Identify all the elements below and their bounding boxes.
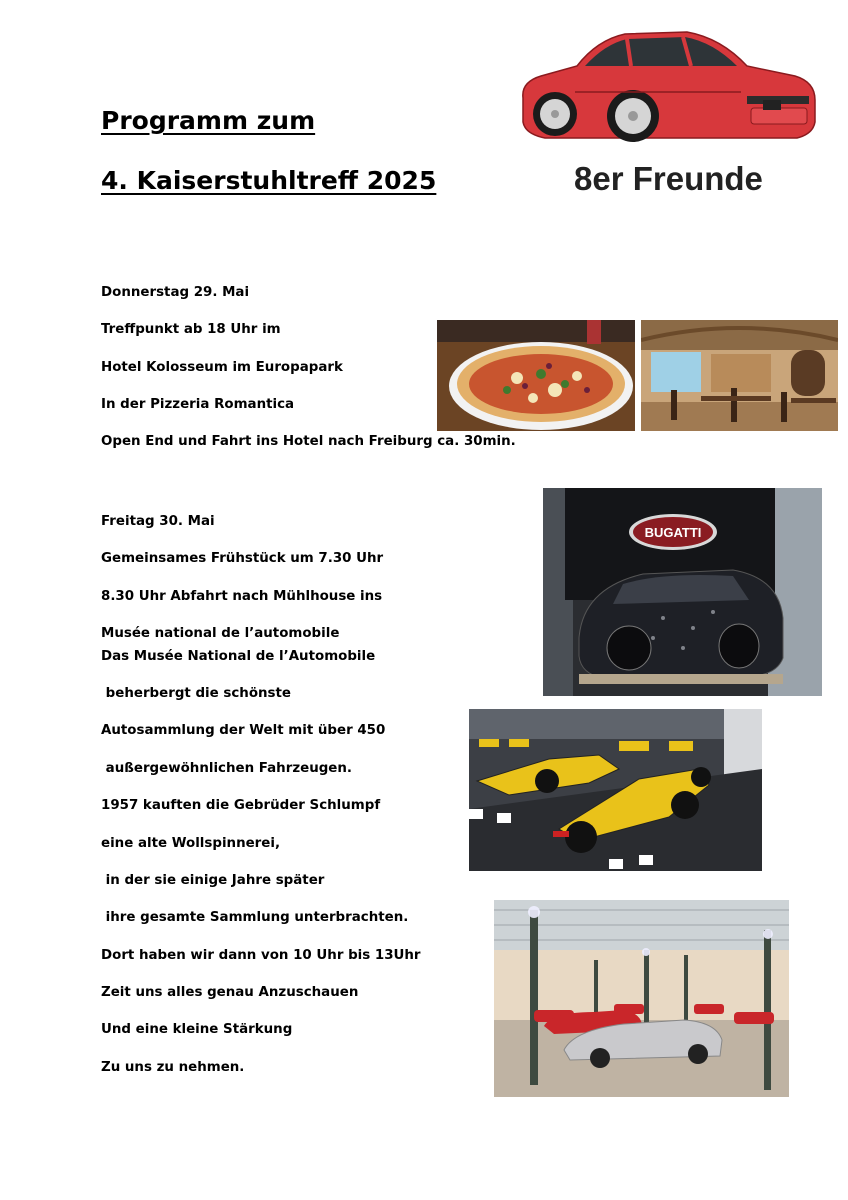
red-coupe-logo-image [515,26,820,150]
bugatti-model-photo [543,488,822,696]
day2-line: Gemeinsames Frühstück um 7.30 Uhr [101,551,384,566]
day2-line: Dort haben wir dann von 10 Uhr bis 13Uhr [101,948,421,963]
brand-name: 8er Freunde [574,160,763,197]
title-line-1: Programm zum [101,106,316,135]
day1-line: In der Pizzeria Romantica [101,397,295,412]
day1-line: Treffpunkt ab 18 Uhr im [101,322,281,337]
day2-line: 1957 kauften die Gebrüder Schlumpf [101,798,381,813]
day2-line: Musée national de l’automobile [101,626,340,641]
day2-line: ihre gesamte Sammlung unterbrachten. [101,910,409,925]
museum-hall-photo [494,900,789,1097]
day1-heading: Donnerstag 29. Mai [101,285,250,300]
day2-heading: Freitag 30. Mai [101,514,215,529]
day2-line: 8.30 Uhr Abfahrt nach Mühlhouse ins [101,589,383,604]
day2-line: beherbergt die schönste [101,686,292,701]
day2-line: Autosammlung der Welt mit über 450 [101,723,386,738]
pizzeria-interior-photo [641,320,838,431]
formula-one-cars-photo [469,709,762,871]
bugatti-badge-text: BUGATTI [644,525,702,540]
day2-line: in der sie einige Jahre später [101,873,325,888]
day2-line: Das Musée National de l’Automobile [101,649,376,664]
day2-line: Und eine kleine Stärkung [101,1022,293,1037]
day2-line: Zeit uns alles genau Anzuschauen [101,985,359,1000]
day1-line: Open End und Fahrt ins Hotel nach Freiburg ca. 30min. [101,434,516,449]
day1-line: Hotel Kolosseum im Europapark [101,360,343,375]
day2-line: eine alte Wollspinnerei, [101,836,281,851]
pizza-photo [437,320,635,431]
title-line-2: 4. Kaiserstuhltreff 2025 [101,166,437,195]
day2-line: Zu uns zu nehmen. [101,1060,245,1075]
day2-line: außergewöhnlichen Fahrzeugen. [101,761,353,776]
